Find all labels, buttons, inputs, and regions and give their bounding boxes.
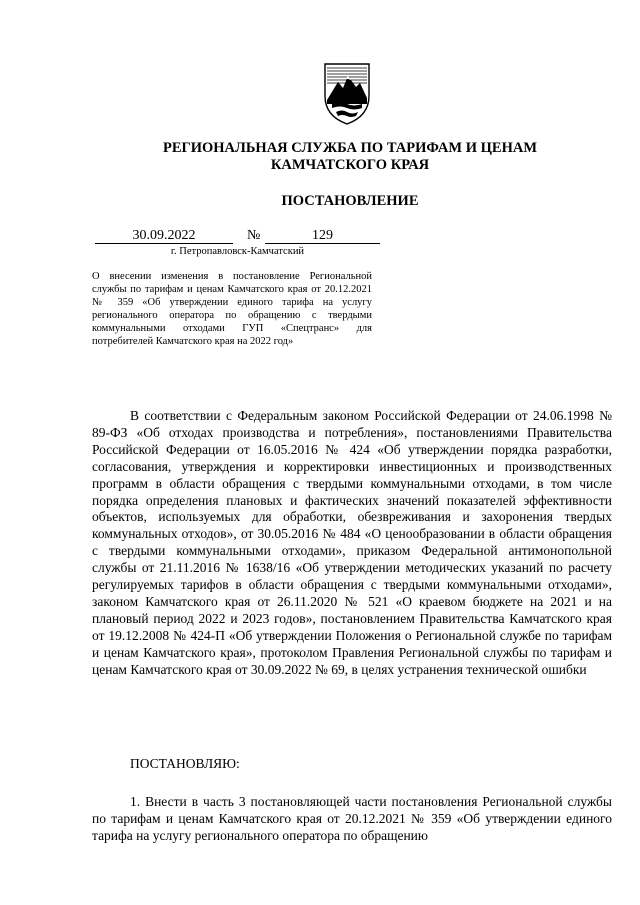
item-1-paragraph: 1. Внести в часть 3 постановляющей части постановления Региональной службы по тарифам и ценам Камчатского края от 20.12.2021 № 359 «Об утверждении единого тарифа на услугу регионального оператора по обращению (92, 794, 612, 843)
document-date: 30.09.2022 (95, 228, 233, 244)
organization-name (60, 140, 640, 174)
organization-name-line-1: РЕГИОНАЛЬНАЯ СЛУЖБА ПО ТАРИФАМ И ЦЕНАМ (162, 140, 538, 156)
organization-name-line-2: КАМЧАТСКОГО КРАЯ (270, 157, 430, 173)
document-type: ПОСТАНОВЛЕНИЕ (281, 193, 419, 209)
document-number: 129 (265, 228, 380, 244)
document-subject: О внесении изменения в постановление Региональной службы по тарифам и ценам Камчатского края от 20.12.2021 № 359 «Об утверждении единого тарифа на услугу регионального оператора по обращению с твердыми коммунальными отходами ГУП «Спецтранс» для потребителей Камчатского края на 2022 год» (92, 271, 372, 347)
number-sign: № (247, 228, 261, 243)
document-date-number-row (95, 228, 380, 244)
kamchatka-coat-of-arms-icon (322, 60, 372, 126)
city-location: г. Петропавловск-Камчатский (170, 246, 305, 257)
preamble-paragraph: В соответствии с Федеральным законом Российской Федерации от 24.06.1998 № 89-ФЗ «Об отходах производства и потребления», постановлениями Правительства Российской Федерации от 16.05.2016 № 424 «Об утверждении порядка разработки, согласования, утверждения и корректировки инвестиционных и производственных программ в области обращения с твердыми коммунальными отходами, в том числе порядка определения плановых и фактических значений показателей эффективности объектов, используемых для обработки, обезвреживания и захоронения твердых коммунальных отходов», от 30.05.2016 № 484 «О ценообразовании в области обращения с твердыми коммунальными отходами», приказом Федеральной антимонопольной службы от 21.11.2016 № 1638/16 «Об утверждении методических указаний по расчету регулируемых тарифов в области обращения с твердыми коммунальными отходами», законом Камчатского края от 26.11.2020 № 521 «О краевом бюджете на 2021 и на плановый период 2022 и 2023 годов», постановлением Правительства Камчатского края от 19.12.2008 № 424-П «Об утверждении Положения о Региональной службе по тарифам и ценам Камчатского края», протоколом Правления Региональной службы по тарифам и ценам Камчатского края от 30.09.2022 № 69, в целях устранения технической ошибки (92, 408, 612, 677)
resolve-heading: ПОСТАНОВЛЯЮ: (130, 756, 240, 771)
